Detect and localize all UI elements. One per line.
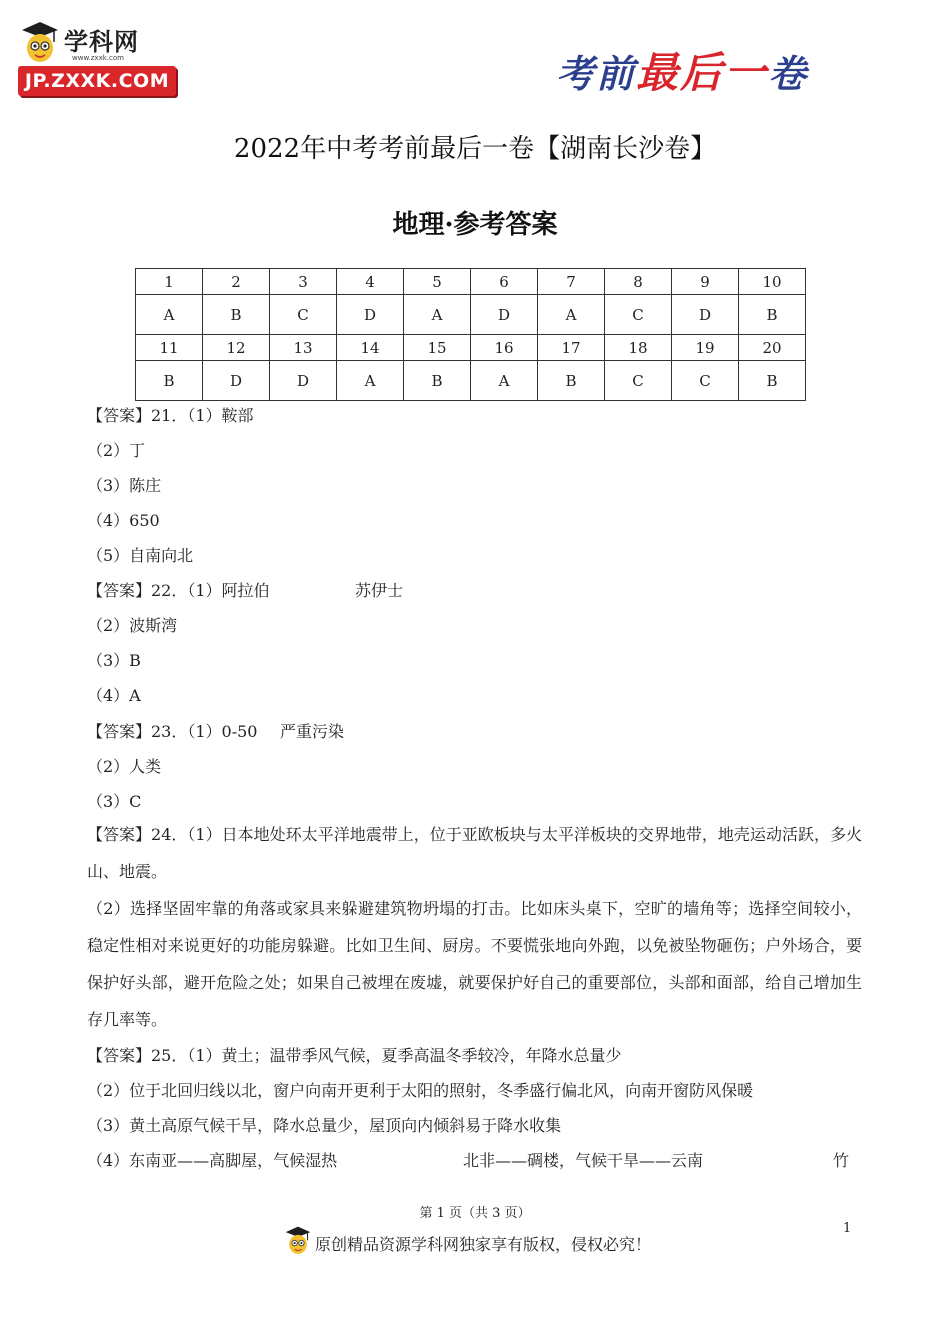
page-info: 第 1 页（共 3 页）: [419, 1206, 531, 1221]
table-cell: C: [270, 295, 337, 335]
answer-line: （3）陈庄: [87, 476, 162, 495]
table-cell: 18: [605, 335, 672, 361]
table-cell: 9: [672, 269, 739, 295]
table-cell: 3: [270, 269, 337, 295]
answer-line: （2）波斯湾: [87, 616, 178, 635]
table-cell: A: [337, 361, 404, 401]
answer-line: （2）人类: [87, 757, 162, 776]
answer-line: （3）B: [87, 651, 141, 670]
table-cell: D: [471, 295, 538, 335]
table-cell: 11: [136, 335, 203, 361]
answer-line: （5）自南向北: [87, 546, 194, 565]
answer-line: （3）C: [87, 792, 142, 811]
table-cell: 1: [136, 269, 203, 295]
table-cell: 19: [672, 335, 739, 361]
table-row: [136, 295, 806, 335]
answer-line: （2）丁: [87, 441, 146, 460]
table-cell: 14: [337, 335, 404, 361]
logo-badge: [18, 66, 176, 96]
table-cell: B: [538, 361, 605, 401]
table-cell: 15: [404, 335, 471, 361]
answer-table: [135, 268, 806, 401]
logo-name: 学科网: [64, 28, 139, 56]
answer-line: 苏伊士: [355, 581, 404, 600]
stamp-title: [556, 40, 808, 100]
stamp-part2: 最后一: [636, 48, 769, 97]
table-cell: C: [605, 295, 672, 335]
table-cell: D: [203, 361, 270, 401]
table-cell: A: [404, 295, 471, 335]
table-cell: 8: [605, 269, 672, 295]
stamp-part3: 卷: [768, 51, 809, 96]
table-cell: 20: [739, 335, 806, 361]
table-cell: B: [739, 361, 806, 401]
logo-badge-text: JP.ZXXK.COM: [24, 70, 170, 92]
answer-paragraph: （2）选择坚固牢靠的角落或家具来躲避建筑物坍塌的打击。比如床头桌下，空旷的墙角等；选择空间较小，稳定性相对来说更好的功能房躲避。比如卫生间、厨房。不要慌张地向外跑，以免被坠物砸伤；户外场合，要保护好头部，避开危险之处；如果自己被埋在废墟，就要保护好自己的重要部位，头部和面部，给自己增加生存几率等。: [87, 899, 862, 1029]
table-cell: A: [136, 295, 203, 335]
table-cell: 16: [471, 335, 538, 361]
table-cell: 4: [337, 269, 404, 295]
page-number: 1: [843, 1221, 852, 1236]
stamp-part1: 考前: [556, 51, 637, 96]
mascot-icon: [18, 20, 62, 66]
table-cell: 7: [538, 269, 605, 295]
answer-line: （4）650: [87, 511, 160, 530]
answer-line: 【答案】23．（1）0-50: [87, 722, 258, 741]
answer-line: 北非——碉楼，气候干旱——云南: [463, 1151, 704, 1170]
page-title: 2022年中考考前最后一卷【湖南长沙卷】: [233, 134, 717, 164]
table-cell: C: [605, 361, 672, 401]
table-cell: 5: [404, 269, 471, 295]
answer-line: 【答案】22．（1）阿拉伯: [87, 581, 270, 600]
table-cell: 10: [739, 269, 806, 295]
table-cell: B: [203, 295, 270, 335]
table-cell: 13: [270, 335, 337, 361]
page-subtitle: 地理·参考答案: [392, 210, 558, 240]
zxxk-logo: [18, 18, 183, 100]
table-cell: B: [136, 361, 203, 401]
answer-line: 严重污染: [280, 722, 345, 741]
logo-url: www.zxxk.com: [72, 54, 124, 62]
table-cell: B: [739, 295, 806, 335]
table-cell: B: [404, 361, 471, 401]
table-cell: 2: [203, 269, 270, 295]
answer-line: 【答案】21．（1）鞍部: [87, 406, 254, 425]
table-cell: 6: [471, 269, 538, 295]
mascot-icon: [283, 1222, 313, 1260]
table-cell: A: [471, 361, 538, 401]
answer-line: （3）黄土高原气候干旱，降水总量少，屋顶向内倾斜易于降水收集: [87, 1116, 562, 1135]
copyright-text: 原创精品资源学科网独家享有版权，侵权必究！: [315, 1235, 652, 1254]
table-cell: D: [270, 361, 337, 401]
answer-line: （4）东南亚——高脚屋，气候湿热: [87, 1151, 338, 1170]
table-cell: 12: [203, 335, 270, 361]
table-cell: C: [672, 361, 739, 401]
table-cell: 17: [538, 335, 605, 361]
answer-line: 竹: [833, 1151, 850, 1170]
answer-line: （4）A: [87, 686, 141, 705]
copyright-notice: [283, 1222, 683, 1262]
answer-line: （2）位于北回归线以北，窗户向南开更利于太阳的照射，冬季盛行偏北风，向南开窗防风保暖: [87, 1081, 754, 1100]
answer-paragraph: 【答案】24．（1）日本地处环太平洋地震带上，位于亚欧板块与太平洋板块的交界地带，地壳运动活跃，多火山、地震。: [87, 825, 862, 881]
table-cell: D: [337, 295, 404, 335]
answer-line: 【答案】25．（1）黄土；温带季风气候，夏季高温冬季较冷，年降水总量少: [87, 1046, 622, 1065]
table-row: [136, 269, 806, 295]
table-row: [136, 361, 806, 401]
table-cell: A: [538, 295, 605, 335]
table-row: [136, 335, 806, 361]
table-cell: D: [672, 295, 739, 335]
